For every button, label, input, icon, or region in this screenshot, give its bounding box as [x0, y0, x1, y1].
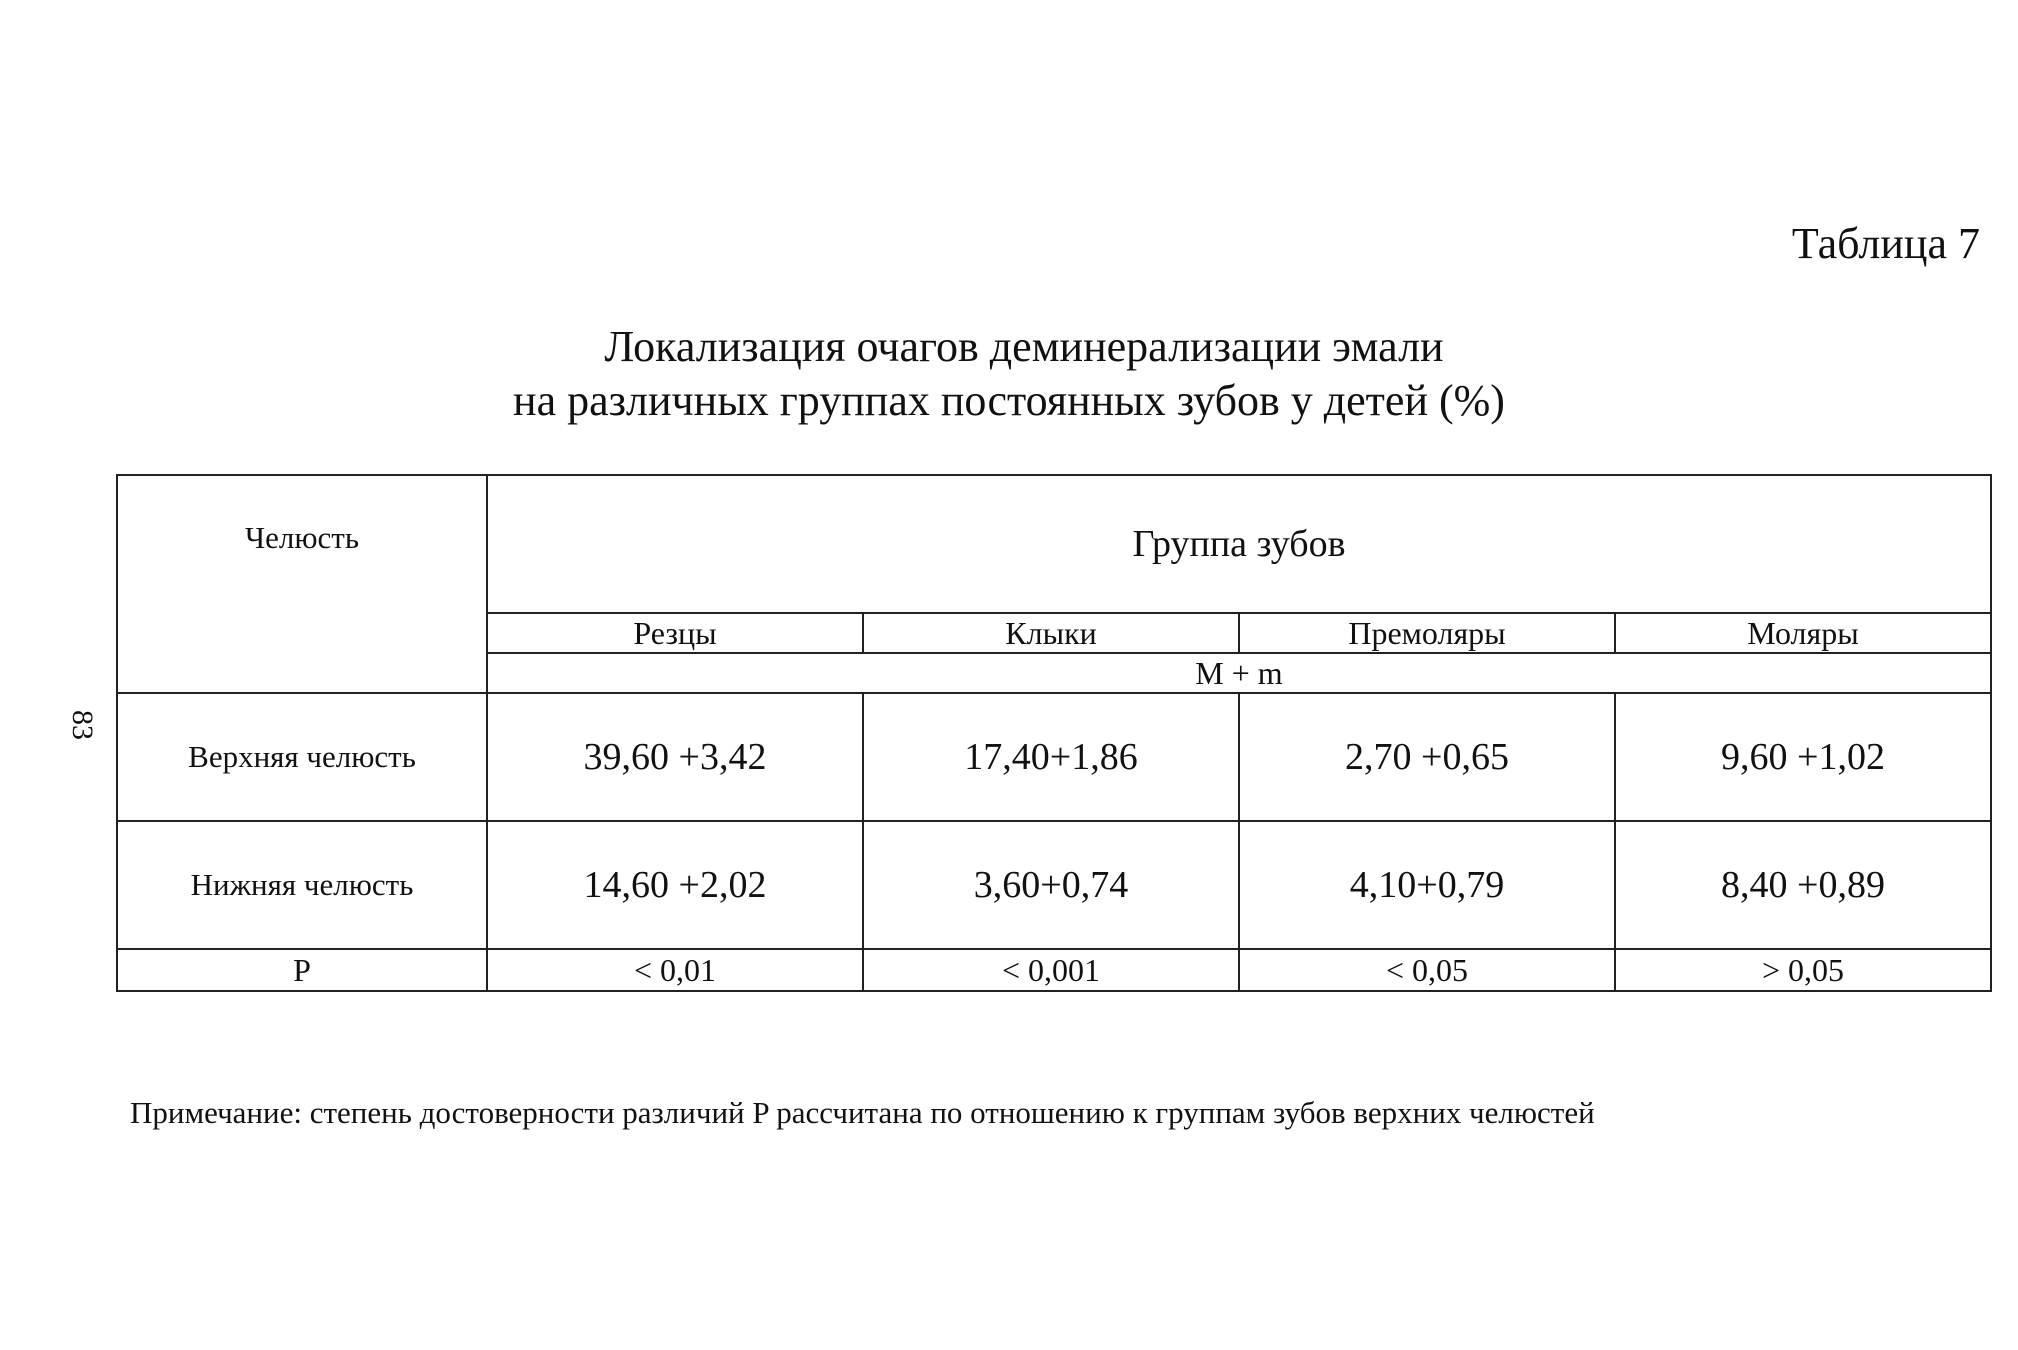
data-table — [116, 474, 1992, 992]
p-value-cell: < 0,001 — [863, 949, 1239, 991]
jaw-header: Челюсть — [117, 475, 487, 693]
table-title-line-2: на различных группах постоянных зубов у детей (%) — [513, 376, 1505, 425]
table-row — [117, 821, 1991, 949]
table-cell: 14,60 +2,02 — [487, 821, 863, 949]
stat-header: M + m — [487, 653, 1991, 693]
table-title — [0, 320, 2018, 428]
p-value-row — [117, 949, 1991, 991]
p-value-cell: < 0,05 — [1239, 949, 1615, 991]
column-header: Клыки — [863, 613, 1239, 653]
row-label: Нижняя челюсть — [117, 821, 487, 949]
table-cell: 9,60 +1,02 — [1615, 693, 1991, 821]
table-note: Примечание: степень достоверности различий P рассчитана по отношению к группам зубов верхних челюстей — [130, 1095, 1595, 1130]
table-row — [117, 693, 1991, 821]
table-cell: 17,40+1,86 — [863, 693, 1239, 821]
row-label: Верхняя челюсть — [117, 693, 487, 821]
table-label: Таблица 7 — [1791, 219, 1980, 268]
table-cell: 4,10+0,79 — [1239, 821, 1615, 949]
table-cell: 3,60+0,74 — [863, 821, 1239, 949]
column-header: Моляры — [1615, 613, 1991, 653]
header-row-group — [117, 475, 1991, 613]
column-header: Премоляры — [1239, 613, 1615, 653]
page-number: 83 — [66, 710, 99, 740]
table-title-line-1: Локализация очагов деминерализации эмали — [604, 322, 1444, 371]
p-value-cell: < 0,01 — [487, 949, 863, 991]
p-value-cell: > 0,05 — [1615, 949, 1991, 991]
table-cell: 8,40 +0,89 — [1615, 821, 1991, 949]
row-label: P — [117, 949, 487, 991]
table-cell: 2,70 +0,65 — [1239, 693, 1615, 821]
table-cell: 39,60 +3,42 — [487, 693, 863, 821]
group-header: Группа зубов — [487, 475, 1991, 613]
column-header: Резцы — [487, 613, 863, 653]
